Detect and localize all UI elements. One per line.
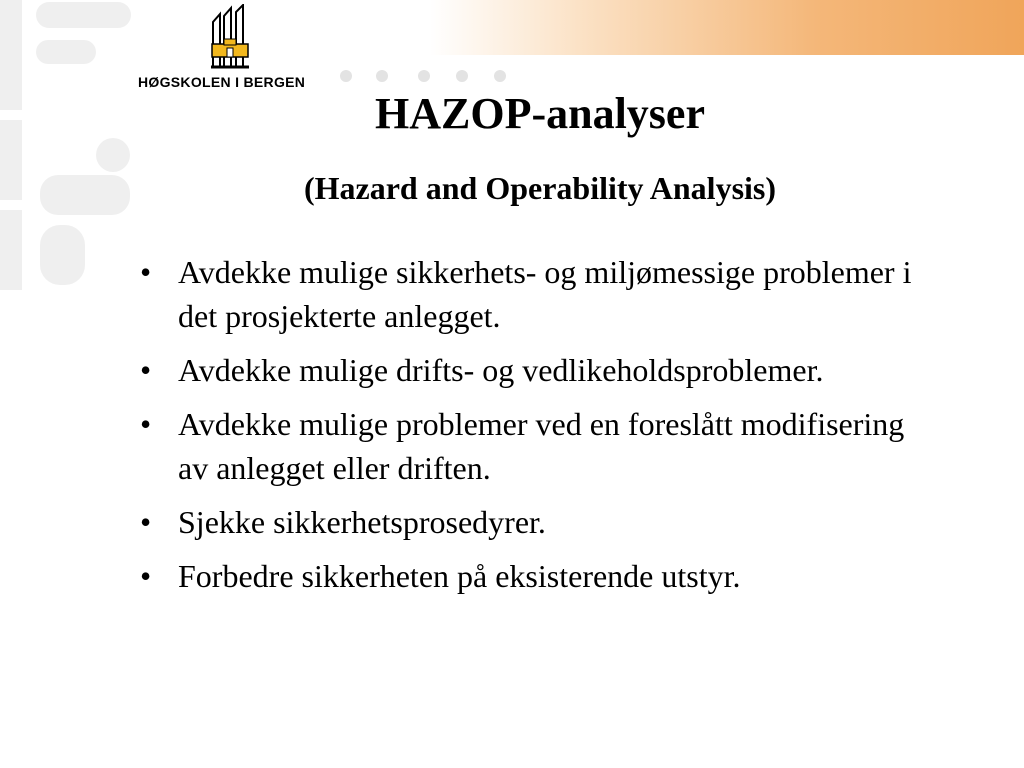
bullet-item (140, 500, 940, 544)
bullet-text: Forbedre sikkerheten på eksisterende utstyr. (178, 558, 741, 594)
bullet-item (140, 402, 940, 490)
bullet-icon: • (140, 504, 152, 540)
bullet-text: Avdekke mulige drifts- og vedlikeholdsproblemer. (178, 352, 824, 388)
school-logo (138, 4, 328, 90)
header-gradient-band (430, 0, 1024, 55)
bullet-item (140, 250, 940, 338)
bullet-icon: • (140, 352, 152, 388)
logo-text: HØGSKOLEN I BERGEN (138, 74, 306, 90)
bullet-list (140, 250, 940, 608)
bullet-item (140, 348, 940, 392)
decorative-shapes (0, 0, 140, 300)
bullet-text: Sjekke sikkerhetsprosedyrer. (178, 504, 546, 540)
logo-building-icon (210, 4, 250, 70)
bullet-text: Avdekke mulige problemer ved en foreslått modifisering av anlegget eller driften. (178, 406, 905, 486)
bullet-icon: • (140, 406, 152, 442)
slide-subtitle: (Hazard and Operability Analysis) (303, 170, 777, 206)
slide-title: HAZOP-analyser (375, 89, 705, 138)
bullet-item (140, 554, 940, 598)
bullet-icon: • (140, 558, 152, 594)
bullet-icon: • (140, 254, 152, 290)
decorative-dots (338, 68, 518, 84)
bullet-text: Avdekke mulige sikkerhets- og miljømessige problemer i det prosjekterte anlegget. (178, 254, 912, 334)
